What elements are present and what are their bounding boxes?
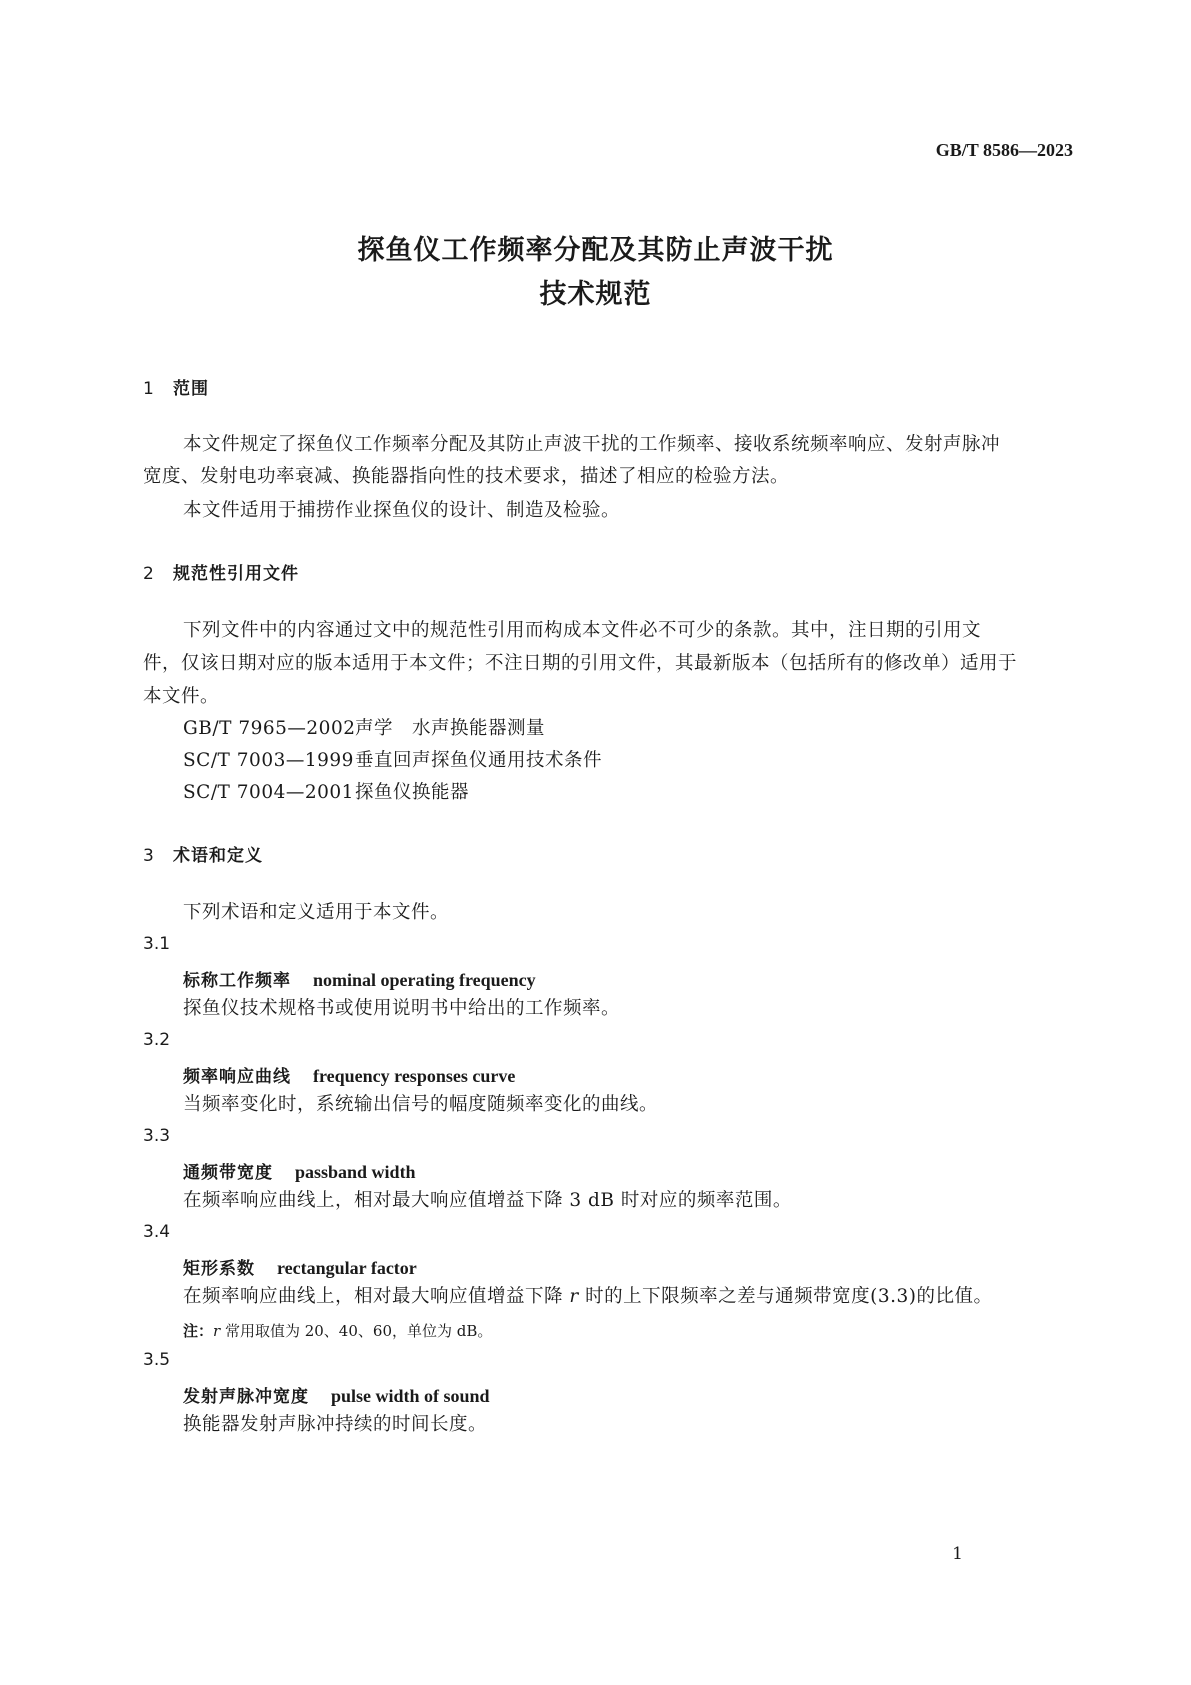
term-zh: 通频带宽度 [183,1163,273,1183]
term-heading [183,1382,490,1407]
term-definition [183,1282,992,1308]
reference-title: 垂直回声探鱼仪通用技术条件 [355,750,603,771]
term-zh: 频率响应曲线 [183,1067,291,1087]
document-title-line2: 技术规范 [539,279,652,310]
normative-reference [183,778,469,804]
standard-number: GB/T 8586—2023 [935,140,1073,160]
section-title: 术语和定义 [173,846,263,866]
section-number: 1 [143,379,155,399]
section-number: 2 [143,564,155,584]
page-number: 1 [952,1544,963,1564]
section-1-paragraph-line: 宽度、发射电功率衰减、换能器指向性的技术要求，描述了相应的检验方法。 [143,466,790,487]
section-1-heading [143,374,209,399]
term-number: 3.2 [143,1030,171,1050]
term-zh: 发射声脉冲宽度 [183,1387,309,1407]
term-definition: 在频率响应曲线上，相对最大响应值增益下降 3 dB 时对应的频率范围。 [183,1190,792,1211]
section-3-intro: 下列术语和定义适用于本文件。 [183,902,450,923]
term-note [183,1320,492,1341]
term-zh: 矩形系数 [183,1259,255,1279]
definition-text: 时的上下限频率之差与通频带宽度(3.3)的比值。 [578,1286,993,1307]
reference-title: 探鱼仪换能器 [355,782,470,803]
term-en: rectangular factor [277,1258,417,1278]
term-heading [183,1062,515,1087]
section-3-heading [143,841,263,866]
variable-r: r [569,1286,579,1307]
reference-code: SC/T 7004—2001 [183,782,354,803]
definition-text: 在频率响应曲线上，相对最大响应值增益下降 [183,1286,570,1307]
term-definition: 探鱼仪技术规格书或使用说明书中给出的工作频率。 [183,998,621,1019]
normative-reference [183,746,602,772]
term-heading [183,1254,417,1279]
section-2-paragraph-line: 下列文件中的内容通过文中的规范性引用而构成本文件必不可少的条款。其中，注日期的引用文 [183,620,982,641]
term-number: 3.4 [143,1222,171,1242]
note-text: 常用取值为 20、40、60，单位为 dB。 [220,1322,493,1340]
term-heading [183,966,536,991]
section-title: 范围 [173,379,209,399]
section-2-heading [143,559,299,584]
term-heading [183,1158,416,1183]
term-en: pulse width of sound [331,1386,490,1406]
section-2-paragraph-line: 件，仅该日期对应的版本适用于本文件；不注日期的引用文件，其最新版本（包括所有的修改单）适用于 [143,653,1018,674]
term-number: 3.1 [143,934,171,954]
term-definition: 当频率变化时，系统输出信号的幅度随频率变化的曲线。 [183,1094,659,1115]
variable-r: r [213,1322,221,1340]
reference-code: GB/T 7965—2002 [183,718,356,739]
term-en: nominal operating frequency [313,970,536,990]
term-definition: 换能器发射声脉冲持续的时间长度。 [183,1414,488,1435]
section-1-paragraph-line: 本文件规定了探鱼仪工作频率分配及其防止声波干扰的工作频率、接收系统频率响应、发射声脉冲 [183,434,1001,455]
note-label: 注： [183,1322,214,1340]
document-title-line1: 探鱼仪工作频率分配及其防止声波干扰 [357,235,834,266]
term-zh: 标称工作频率 [183,971,291,991]
reference-title: 声学 水声换能器测量 [355,718,546,739]
term-en: passband width [295,1162,416,1182]
section-1-paragraph-2: 本文件适用于捕捞作业探鱼仪的设计、制造及检验。 [183,500,621,521]
term-number: 3.3 [143,1126,171,1146]
term-number: 3.5 [143,1350,171,1370]
section-2-paragraph-line: 本文件。 [143,686,220,707]
term-en: frequency responses curve [313,1066,516,1086]
reference-code: SC/T 7003—1999 [183,750,354,771]
normative-reference [183,714,545,740]
section-number: 3 [143,846,155,866]
section-title: 规范性引用文件 [173,564,299,584]
